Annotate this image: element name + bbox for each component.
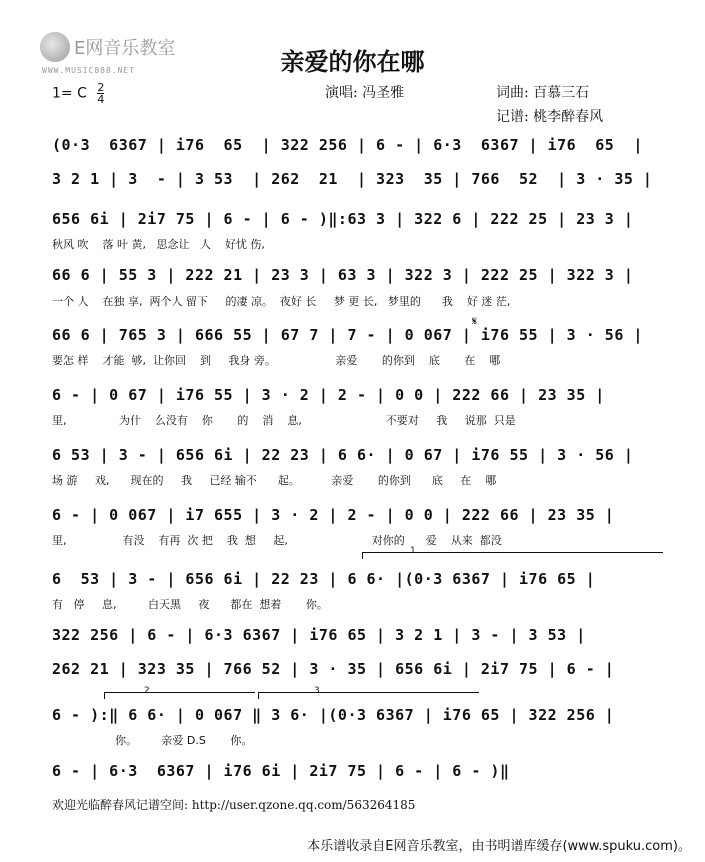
score-line: 656 6i | 2i7 75 | 6 - | 6 - )‖:63 3 | 322 6 | 222 25 | 23 3 | <box>52 210 634 228</box>
volta-bracket <box>362 552 663 559</box>
source-note: 本乐谱收录自E网音乐教室，由书明谱库缓存(www.spuku.com)。 <box>307 839 691 854</box>
logo-name: E网音乐教室 <box>74 38 176 59</box>
score-line: 322 256 | 6 - | 6·3 6367 | i76 65 | 3 2 1 | 3 - | 3 53 | <box>52 626 586 644</box>
score-line: 6 - | 0 067 | i7 655 | 3 · 2 | 2 - | 0 0 | 222 66 | 23 35 | <box>52 506 615 524</box>
volta-number: 1 <box>410 546 416 556</box>
logo-url: WWW.MUSIC888.NET <box>42 66 136 75</box>
lyric-line: 里, 有没 有再 次 把 我 想 起, 对你的 爱 从来 都没 <box>52 534 502 547</box>
transcriber-credit: 记谱: 桃李醉春风 <box>496 109 604 125</box>
score-line: 262 21 | 323 35 | 766 52 | 3 · 35 | 656 6i | 2i7 75 | 6 - | <box>52 660 615 678</box>
key-label: 1= C <box>52 85 87 102</box>
score-line: 3 2 1 | 3 - | 3 53 | 262 21 | 323 35 | 766 52 | 3 · 35 | <box>52 170 653 188</box>
lyricist-credit: 词曲: 百慕三石 <box>496 85 590 101</box>
volta-number: 2 <box>144 686 150 696</box>
time-signature <box>97 82 104 105</box>
score-line: 66 6 | 55 3 | 222 21 | 23 3 | 63 3 | 322 3 | 222 25 | 322 3 | <box>52 266 634 284</box>
key-signature <box>52 82 104 105</box>
score-line: 6 53 | 3 - | 656 6i | 22 23 | 6 6· | 0 67 | i76 55 | 3 · 56 | <box>52 446 634 464</box>
volta-bracket <box>104 692 255 699</box>
time-bottom: 4 <box>97 93 105 106</box>
lyric-line: 要怎 样 才能 够, 让你回 到 我身 旁。 亲爱 的你到 底 在 哪 <box>52 354 501 367</box>
volta-number: 3 <box>314 686 320 696</box>
lyric-line: 里, 为什 么没有 你 的 消 息, 不要对 我 说那 只是 <box>52 414 516 427</box>
lyric-line: 你。 亲爱 D.S 你。 <box>52 734 253 747</box>
footer-text: 欢迎光临醉春风记谱空间: http://user.qzone.qq.com/563264185 <box>52 798 416 812</box>
singer-credit: 演唱: 冯圣雅 <box>325 85 405 101</box>
score-line: (0·3 6367 | i76 65 | 322 256 | 6 - | 6·3 6367 | i76 65 | <box>52 136 643 154</box>
score-line: 6 - ):‖ 6 6· | 0 067 ‖ 3 6· |(0·3 6367 | i76 65 | 322 256 | <box>52 706 615 724</box>
lyric-line: 有 停 息, 白天黑 夜 都在 想着 你。 <box>52 598 328 611</box>
volta-bracket <box>258 692 479 699</box>
lyric-line: 一个 人 在独 享, 两个人 留下 的凄 凉。 夜好 长 梦 更 长, 梦里的 我 好 迷 茫, <box>52 295 511 308</box>
segno-icon: 𝄋 <box>472 314 478 328</box>
score-line: 66 6 | 765 3 | 666 55 | 67 7 | 7 - | 0 067 | i76 55 | 3 · 56 | <box>52 326 643 344</box>
lyric-line: 场 游 戏, 现在的 我 已经 输不 起。 亲爱 的你到 底 在 哪 <box>52 474 497 487</box>
song-title: 亲爱的你在哪 <box>280 47 425 76</box>
score-line: 6 - | 6·3 6367 | i76 6i | 2i7 75 | 6 - | 6 - )‖ <box>52 762 510 780</box>
score-line: 6 53 | 3 - | 656 6i | 22 23 | 6 6· |(0·3 6367 | i76 65 | <box>52 570 596 588</box>
score-line: 6 - | 0 67 | i76 55 | 3 · 2 | 2 - | 0 0 | 222 66 | 23 35 | <box>52 386 605 404</box>
lyric-line: 秋风 吹 落 叶 黄, 思念让 人 好忧 伤, <box>52 238 265 251</box>
time-top: 2 <box>97 81 105 94</box>
